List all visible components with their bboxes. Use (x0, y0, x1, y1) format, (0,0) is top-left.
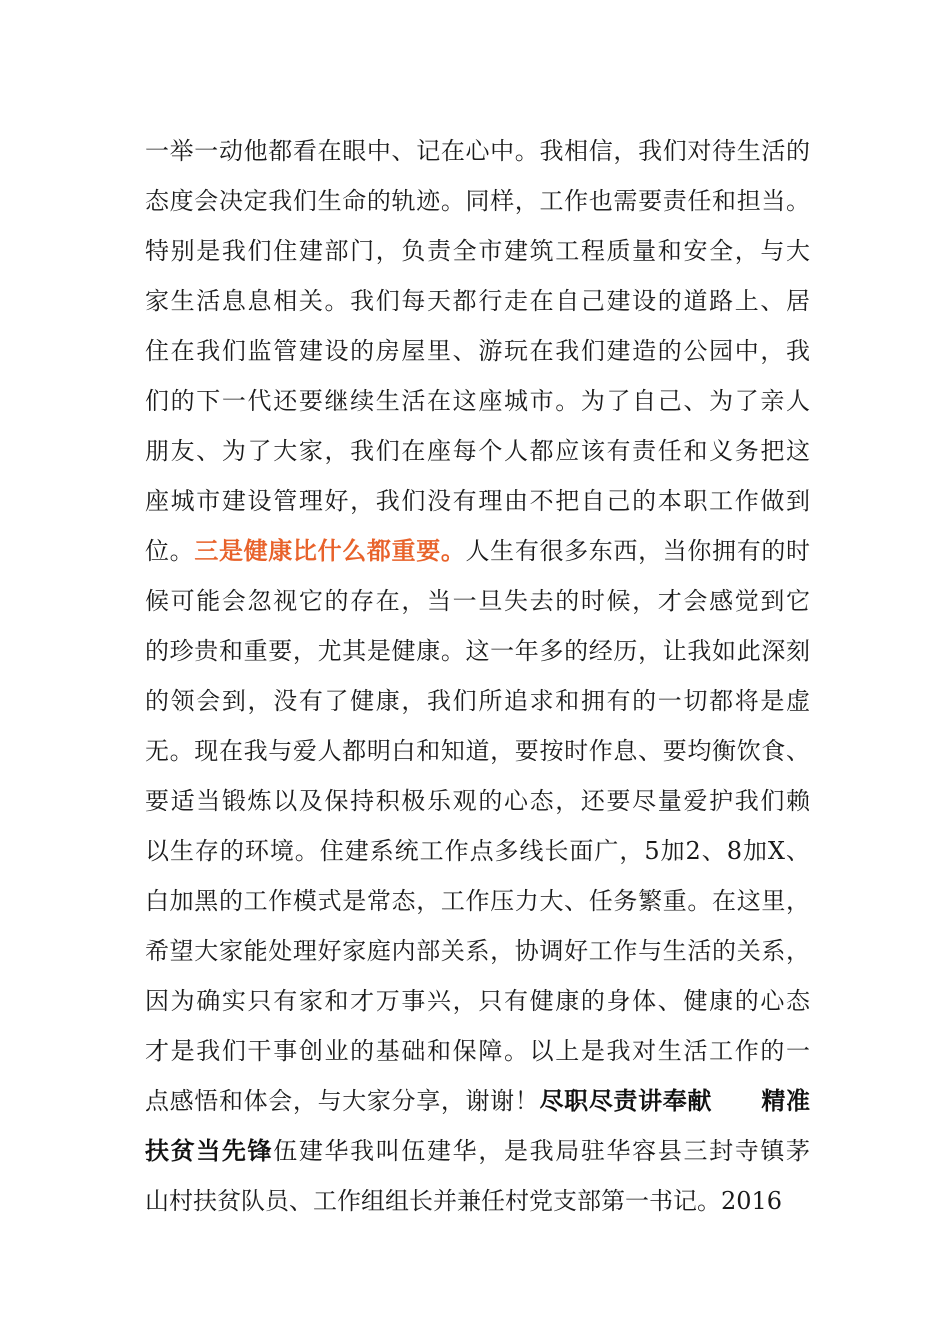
text-line-13: 无。现在我与爱人都明白和知道，要按时作息、要均衡饮食、 (145, 737, 810, 765)
line-21-end: 伍建华我叫伍建华，是我局驻华容县三封寺镇茅 (273, 1137, 810, 1165)
text-line-7: 朋友、为了大家，我们在座每个人都应该有责任和义务把这 (145, 437, 810, 465)
text-line-20 (145, 1076, 810, 1126)
text-line-19: 才是我们干事创业的基础和保障。以上是我对生活工作的一 (145, 1037, 810, 1065)
line-20-start: 点感悟和体会，与大家分享，谢谢！ (145, 1087, 540, 1115)
text-line-3: 特别是我们住建部门，负责全市建筑工程质量和安全，与大 (145, 237, 810, 265)
text-line-22: 山村扶贫队员、工作组组长并兼任村党支部第一书记。2016 (145, 1187, 783, 1215)
article-title-part-1: 尽职尽责讲奉献 精准 (539, 1087, 810, 1115)
text-line-14: 要适当锻炼以及保持积极乐观的心态，还要尽量爱护我们赖 (145, 787, 810, 815)
text-line-4: 家生活息息相关。我们每天都行走在自己建设的道路上、居 (145, 287, 810, 315)
text-line-12: 的领会到，没有了健康，我们所追求和拥有的一切都将是虚 (145, 687, 810, 715)
section-heading-health: 三是健康比什么都重要。 (194, 537, 466, 565)
text-line-1: 一举一动他都看在眼中、记在心中。我相信，我们对待生活的 (145, 137, 810, 165)
text-line-10: 候可能会忽视它的存在，当一旦失去的时候，才会感觉到它 (145, 587, 810, 615)
text-line-5: 住在我们监管建设的房屋里、游玩在我们建造的公园中，我 (145, 337, 810, 365)
text-line-6: 们的下一代还要继续生活在这座城市。为了自己、为了亲人 (145, 387, 810, 415)
article-title-part-2: 扶贫当先锋 (145, 1137, 274, 1165)
text-line-15: 以生存的环境。住建系统工作点多线长面广，5加2、8加X、 (145, 837, 810, 865)
line-9-start: 位。 (145, 537, 195, 565)
text-line-9 (145, 526, 810, 576)
text-line-16: 白加黑的工作模式是常态，工作压力大、任务繁重。在这里， (145, 887, 810, 915)
text-line-18: 因为确实只有家和才万事兴，只有健康的身体、健康的心态 (145, 987, 810, 1015)
text-line-8: 座城市建设管理好，我们没有理由不把自己的本职工作做到 (145, 487, 810, 515)
text-line-11: 的珍贵和重要，尤其是健康。这一年多的经历，让我如此深刻 (145, 637, 810, 665)
text-line-17: 希望大家能处理好家庭内部关系，协调好工作与生活的关系， (145, 937, 810, 965)
text-line-2: 态度会决定我们生命的轨迹。同样，工作也需要责任和担当。 (145, 187, 810, 215)
text-line-21 (145, 1126, 810, 1176)
body-text (145, 126, 810, 1226)
line-9-end: 人生有很多东西，当你拥有的时 (465, 537, 810, 565)
